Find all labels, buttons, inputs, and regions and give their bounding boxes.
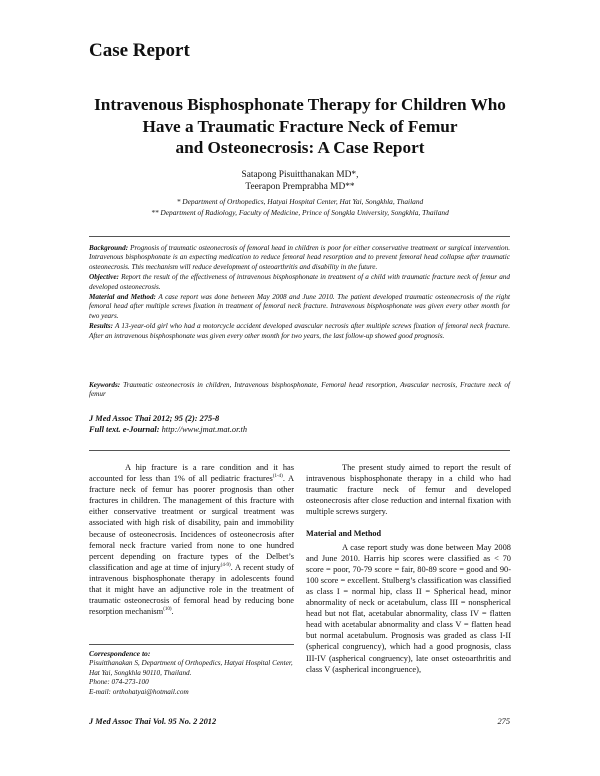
abstract-results: Results: A 13-year-old girl who had a motorcycle accident developed avascular necrosis after multiple screws fixation of femoral neck fracture. After an intravenous bisphosphonate was given every other month for two years, the last follow-up showed good prognosis.	[89, 322, 510, 340]
reference: (4-9)	[220, 563, 231, 569]
body-column-left	[89, 462, 294, 617]
article-title	[60, 94, 540, 159]
abstract-background: Background: Prognosis of traumatic osteonecrosis of femoral head in children is poor for either conservative treatment or surgical intervention. Intravenous bisphosphonate is an expecting medication to reduce femoral head resorption and to prevent femoral head collapse after traumatic osteonecrosis. This mechanism will reduce development of osteoarthritis and disability in the future.	[89, 244, 510, 271]
keywords: Keywords: Traumatic osteonecrosis in children, Intravenous bisphosphonate, Femoral head resorption, Avascular necrosis, Fracture neck of femur	[89, 381, 510, 399]
citation	[89, 413, 247, 435]
footer-journal: J Med Assoc Thai Vol. 95 No. 2 2012	[89, 717, 217, 726]
page-number: 275	[497, 717, 510, 726]
label-methods: Material and Method:	[89, 293, 156, 302]
paragraph: The present study aimed to report the result of intravenous bisphosphonate therapy in a child who had traumatic fracture neck of femur and developed osteonecrosis after close reduction and internal fixation with multiple screws surgery.	[306, 463, 511, 517]
correspondence-divider	[89, 644, 294, 645]
correspondence-email: E-mail: orthohatyai@hotmail.com	[89, 688, 189, 697]
correspondence-address: Pisuitthanakan S, Department of Orthopedics, Hatyai Hospital Center, Hat Yai, Songkhla 90110, Thailand.	[89, 658, 293, 677]
title-line: and Osteonecrosis: A Case Report	[175, 138, 425, 157]
authors	[60, 169, 540, 193]
correspondence	[89, 649, 294, 698]
abstract	[89, 244, 510, 342]
affiliation: ** Department of Radiology, Faculty of Medicine, Prince of Songkla University, Songkhla, Thailand	[151, 208, 449, 217]
paragraph: A hip fracture is a rare condition and it has accounted for less than 1% of all pediatric fractures$^{(1-4)}$. A fracture neck of femur has poorer prognosis than other fractures in children. The management of this fracture with either conservative treatment or surgical treatment was associated with high risk of disability, pain and immobility because of osteonecrosis. Incidences of osteonecrosis after femoral neck fracture varied from none to one hundred percent depending on fracture types of the Delbet’s classification and age at time of injury$^{(4-9)}$. A recent study of intravenous bisphosphonate therapy in adolescents found that it might have an adjunctive role in the treatment of traumatic osteonecrosis of femoral head by reducing bone resorption mechanism$^{(10)}$.	[89, 463, 295, 617]
reference: (10)	[163, 607, 172, 613]
journal-url-link[interactable]: http://www.jmat.mat.or.th	[159, 425, 248, 435]
section-heading: Material and Method	[306, 529, 382, 539]
abstract-top-divider	[89, 236, 510, 237]
correspondence-phone: Phone: 074-273-100	[89, 678, 149, 687]
section-label: Case Report	[89, 40, 190, 61]
body-top-divider	[89, 450, 510, 451]
abstract-objective: Objective: Report the result of the effectiveness of intravenous bisphosphonate in treatment of a child with traumatic fracture neck of femur and developed osteonecrosis.	[89, 273, 510, 291]
label-keywords: Keywords:	[89, 381, 121, 389]
citation-journal: J Med Assoc Thai 2012; 95 (2): 275-8	[89, 414, 220, 423]
correspondence-heading: Correspondence to:	[89, 649, 151, 658]
label-objective: Objective:	[89, 273, 119, 282]
label-background: Background:	[89, 244, 129, 252]
author: Satapong Pisuitthanakan MD*,	[241, 170, 359, 180]
citation-fulltext: Full text. e-Journal: http://www.jmat.mat.or.th	[89, 425, 248, 435]
affiliation: * Department of Orthopedics, Hatyai Hospital Center, Hat Yai, Songkhla, Thailand	[176, 197, 424, 206]
reference: (1-4)	[272, 474, 283, 480]
label-results: Results:	[89, 322, 113, 331]
abstract-methods: Material and Method: A case report was done between May 2008 and June 2010. The patient developed traumatic osteonecrosis of the right femoral head after multiple screws fixation in treatment of femoral neck fracture. Intravenous bisphosphonate was given every other month for two years.	[89, 293, 510, 320]
affiliations	[60, 196, 540, 218]
paragraph: A case report study was done between May 2008 and June 2010. Harris hip scores were classified as < 70 score = poor, 70-79 score = fair, 80-89 score = good and 90-100 score = excellent. Stulberg’s classification was classified as class I = normal hip, class II = Spherical head, minor abnormality of neck or acetabulum, class III = nonspherical head but not flat, acetabular abnormality, class IV = flatten head with acetabular abnormality and class V = flatten head but normal acetabulum. Prognosis was graded as class I-II (spherical congruency), which had a good prognosis, class III-IV (aspherical congruency), late onset osteoarthritis and class V (aspherical incongruence),	[306, 542, 511, 674]
title-line: Intravenous Bisphosphonate Therapy for Children Who	[94, 95, 506, 114]
title-line: Have a Traumatic Fracture Neck of Femur	[142, 116, 458, 136]
body-column-right	[306, 462, 511, 675]
author: Teerapon Premprabha MD**	[245, 182, 355, 192]
